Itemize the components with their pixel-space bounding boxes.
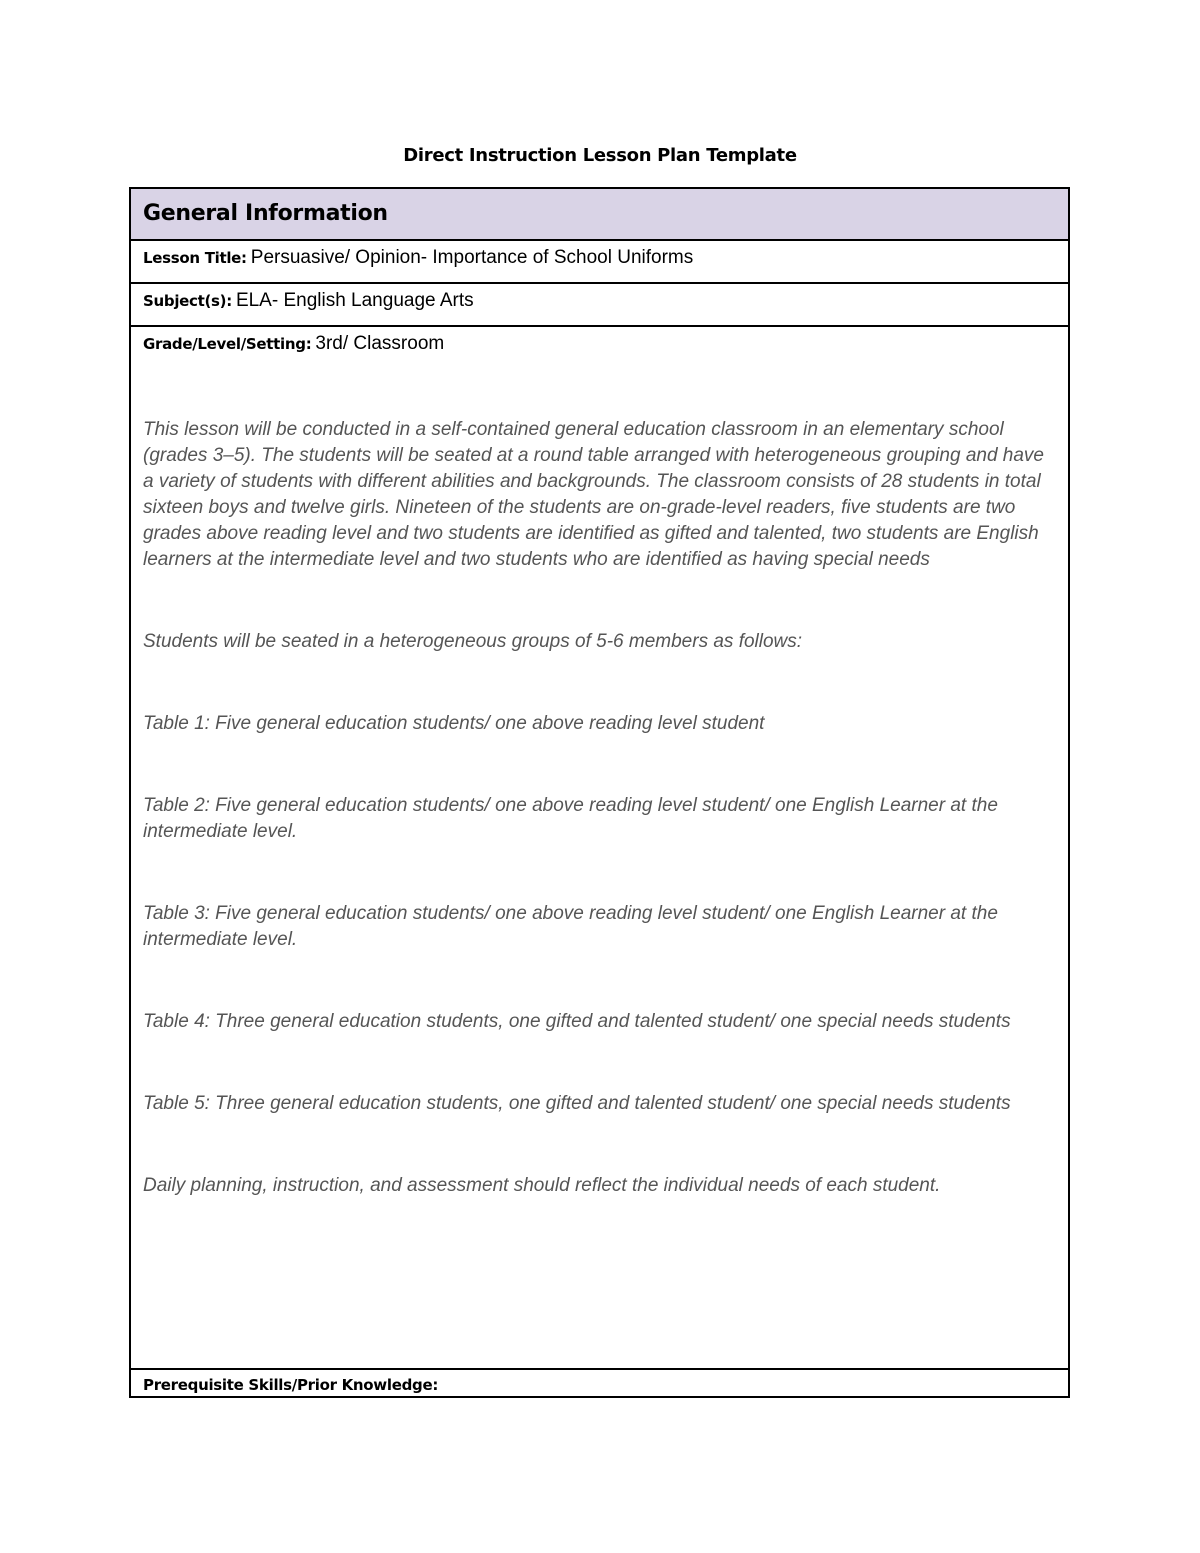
daily-planning-paragraph: Daily planning, instruction, and assessment should reflect the individual needs of each student. (143, 1174, 941, 1196)
subjects-value: ELA- English Language Arts (235, 289, 474, 311)
table-1-paragraph: Table 1: Five general education students/ one above reading level student (143, 712, 765, 734)
setting-description-paragraph: This lesson will be conducted in a self-contained general education classroom in an elementary school (grades 3–5). The students will be seated at a round table arranged with heterogeneous grouping and have a variety of students with different abilities and backgrounds. The classroom consists of 28 students in total sixteen boys and twelve girls. Nineteen of the students are on-grade-level readers, five students are two grades above reading level and two students are identified as gifted and talented, two students are English learners at the intermediate level and two students who are identified as having special needs (143, 418, 1044, 570)
lesson-title-row (131, 241, 1068, 284)
prerequisite-label: Prerequisite Skills/Prior Knowledge: (143, 1376, 439, 1394)
table-4-paragraph: Table 4: Three general education students, one gifted and talented student/ one special needs students (143, 1010, 1011, 1032)
grade-level-setting-row (131, 327, 1068, 1370)
document-title: Direct Instruction Lesson Plan Template (403, 145, 797, 166)
lesson-title-value: Persuasive/ Opinion- Importance of School Uniforms (250, 246, 694, 268)
section-heading: General Information (143, 201, 388, 227)
table-2-paragraph: Table 2: Five general education students/ one above reading level student/ one English Learner at the intermediate level. (143, 794, 998, 842)
grade-level-setting-value: 3rd/ Classroom (315, 332, 445, 354)
lesson-title-label: Lesson Title: (143, 248, 247, 267)
general-information-header (131, 189, 1068, 241)
prerequisite-row (131, 1370, 1068, 1396)
table-5-paragraph: Table 5: Three general education students, one gifted and talented student/ one special needs students (143, 1092, 1011, 1114)
grade-level-setting-label: Grade/Level/Setting: (143, 334, 312, 353)
subjects-label: Subject(s): (143, 291, 232, 310)
grouping-intro-paragraph: Students will be seated in a heterogeneous groups of 5-6 members as follows: (143, 630, 803, 652)
subjects-row (131, 284, 1068, 327)
table-3-paragraph: Table 3: Five general education students/ one above reading level student/ one English Learner at the intermediate level. (143, 902, 998, 950)
lesson-plan-table (129, 187, 1070, 1398)
